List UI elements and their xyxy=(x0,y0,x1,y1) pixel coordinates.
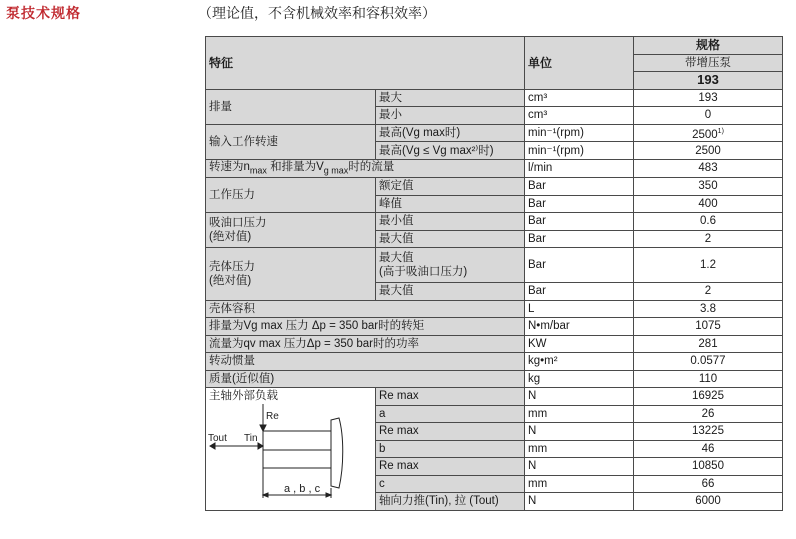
inertia-unit: kg•m² xyxy=(525,353,634,371)
footnote-1: 1) xyxy=(717,127,724,135)
tin-label: Tin xyxy=(244,433,258,445)
header-feature: 特征 xyxy=(206,37,525,90)
speed-max-label: 最高(Vg max时) xyxy=(376,124,525,142)
header-unit: 单位 xyxy=(525,37,634,90)
suction-max-label: 最大值 xyxy=(376,230,525,248)
case-max-unit: Bar xyxy=(525,248,634,283)
case-volume-unit: L xyxy=(525,300,634,318)
re-label: Re xyxy=(266,411,279,423)
speed-label: 输入工作转速 xyxy=(206,124,376,159)
power-value: 281 xyxy=(634,335,783,353)
wp-rated-value: 350 xyxy=(634,178,783,196)
speed-max-unit: min⁻¹(rpm) xyxy=(525,124,634,142)
spec-table xyxy=(205,36,783,511)
table-header-row xyxy=(206,37,783,55)
table-row xyxy=(206,124,783,142)
suction-label: 吸油口压力 (绝对值) xyxy=(206,213,376,248)
shaft-load-diagram xyxy=(206,388,371,516)
case-max-label: 最大值 (高于吸油口压力) xyxy=(376,248,525,283)
flow-value: 483 xyxy=(634,159,783,177)
case-max2-label: 最大值 xyxy=(376,283,525,301)
load-value: 16925 xyxy=(634,388,783,406)
load-unit: mm xyxy=(525,405,634,423)
load-unit: mm xyxy=(525,440,634,458)
shaft-load-label: 主轴外部负载 xyxy=(209,390,278,403)
power-label: 流量为qv max 压力Δp = 350 bar时的功率 xyxy=(206,335,525,353)
table-row xyxy=(206,370,783,388)
disp-max-label: 最大 xyxy=(376,89,525,107)
torque-label: 排量为Vg max 压力 Δp = 350 bar时的转矩 xyxy=(206,318,525,336)
wp-peak-unit: Bar xyxy=(525,195,634,213)
speed-max2-label: 最高(Vg ≤ Vg max²⁾时) xyxy=(376,142,525,160)
torque-value: 1075 xyxy=(634,318,783,336)
disp-min-value: 0 xyxy=(634,107,783,125)
torque-unit: N•m/bar xyxy=(525,318,634,336)
case-volume-label: 壳体容积 xyxy=(206,300,525,318)
subtitle-note: （理论值，不含机械效率和容积效率） xyxy=(198,5,436,21)
speed-max-value xyxy=(634,124,783,142)
load-name: a xyxy=(376,405,525,423)
wp-rated-label: 额定值 xyxy=(376,178,525,196)
disp-max-value: 193 xyxy=(634,89,783,107)
table-row xyxy=(206,388,783,406)
speed-max-number: 2500 xyxy=(692,128,718,141)
load-unit: N xyxy=(525,388,634,406)
table-row xyxy=(206,89,783,107)
tout-label: Tout xyxy=(208,433,227,445)
power-unit: KW xyxy=(525,335,634,353)
load-unit: N xyxy=(525,493,634,511)
disp-min-unit: cm³ xyxy=(525,107,634,125)
header-size: 193 xyxy=(634,72,783,90)
load-name: Re max xyxy=(376,423,525,441)
suction-min-label: 最小值 xyxy=(376,213,525,231)
speed-max2-unit: min⁻¹(rpm) xyxy=(525,142,634,160)
suction-max-unit: Bar xyxy=(525,230,634,248)
load-unit: N xyxy=(525,458,634,476)
table-row xyxy=(206,318,783,336)
case-label: 壳体压力 (绝对值) xyxy=(206,248,376,301)
load-value: 13225 xyxy=(634,423,783,441)
load-name: Re max xyxy=(376,458,525,476)
case-max2-unit: Bar xyxy=(525,283,634,301)
load-value: 10850 xyxy=(634,458,783,476)
flow-label: 转速为$n_{max}$ 和排量为$V_{g max}$时的流量 xyxy=(206,159,525,177)
load-name: b xyxy=(376,440,525,458)
load-name: c xyxy=(376,475,525,493)
load-unit: N xyxy=(525,423,634,441)
speed-max2-value: 2500 xyxy=(634,142,783,160)
case-max-value: 1.2 xyxy=(634,248,783,283)
mass-value: 110 xyxy=(634,370,783,388)
table-row xyxy=(206,213,783,231)
table-row xyxy=(206,178,783,196)
load-unit: mm xyxy=(525,475,634,493)
case-volume-value: 3.8 xyxy=(634,300,783,318)
table-row xyxy=(206,353,783,371)
suction-min-value: 0.6 xyxy=(634,213,783,231)
suction-max-value: 2 xyxy=(634,230,783,248)
table-row xyxy=(206,159,783,177)
load-name: Re max xyxy=(376,388,525,406)
section-title: 泵技术规格 xyxy=(6,5,81,21)
load-value: 46 xyxy=(634,440,783,458)
load-value: 26 xyxy=(634,405,783,423)
shaft-load-cell xyxy=(206,388,376,511)
abc-label: a , b , c xyxy=(284,483,321,496)
table-row xyxy=(206,300,783,318)
disp-max-unit: cm³ xyxy=(525,89,634,107)
mass-unit: kg xyxy=(525,370,634,388)
disp-label: 排量 xyxy=(206,89,376,124)
wp-label: 工作压力 xyxy=(206,178,376,213)
header-spec: 规格 xyxy=(634,37,783,55)
inertia-label: 转动惯量 xyxy=(206,353,525,371)
load-value: 66 xyxy=(634,475,783,493)
table-row xyxy=(206,248,783,283)
wp-peak-label: 峰值 xyxy=(376,195,525,213)
disp-min-label: 最小 xyxy=(376,107,525,125)
mass-label: 质量(近似值) xyxy=(206,370,525,388)
suction-min-unit: Bar xyxy=(525,213,634,231)
load-name: 轴向力推(Tin), 拉 (Tout) xyxy=(376,493,525,511)
wp-rated-unit: Bar xyxy=(525,178,634,196)
load-value: 6000 xyxy=(634,493,783,511)
wp-peak-value: 400 xyxy=(634,195,783,213)
header-pump-type: 带增压泵 xyxy=(634,54,783,72)
case-max2-value: 2 xyxy=(634,283,783,301)
inertia-value: 0.0577 xyxy=(634,353,783,371)
table-row xyxy=(206,335,783,353)
flow-unit: l/min xyxy=(525,159,634,177)
